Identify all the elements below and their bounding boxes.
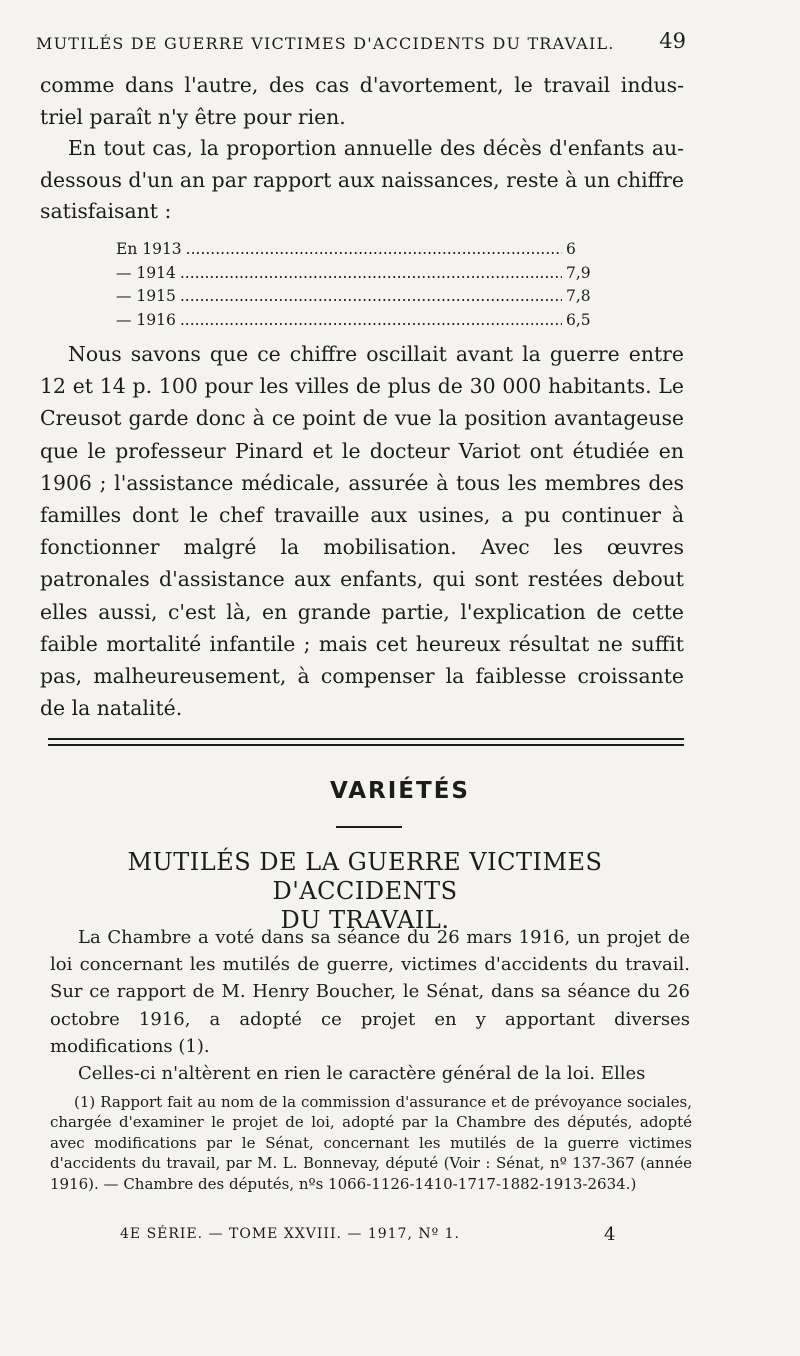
section-divider-top bbox=[48, 738, 684, 740]
stat-year: — 1915 bbox=[116, 287, 176, 305]
stat-year: En 1913 bbox=[116, 240, 182, 258]
short-divider bbox=[336, 826, 402, 828]
article-para-2: Celles-ci n'altèrent en rien le caractère général de la loi. Elles bbox=[78, 1063, 646, 1085]
stat-value: 7,9 bbox=[566, 263, 591, 282]
intro-para-2: En tout cas, la proportion annuelle des décès d'enfants au-dessous d'un an par rapport aux naissances, reste à un chiffre satisfaisant : bbox=[40, 136, 684, 224]
footnote bbox=[50, 1092, 692, 1194]
stat-row bbox=[116, 264, 596, 288]
creusot-text: Nous savons que ce chiffre oscillait avant la guerre entre 12 et 14 p. 100 pour les villes de plus de 30 000 habitants. Le Creusot garde donc à ce point de vue la position avantageuse que le professeur Pinard et le docteur Variot ont étudiée en 1906 ; l'assistance médicale, assurée à tous les membres des familles dont le chef travaille aux usines, a pu continuer à fonctionner malgré la mobilisation. Avec les œuvres patronales d'assistance aux enfants, qui sont restées debout elles aussi, c'est là, en grande partie, l'explication de cette faible mortalité infantile ; mais cet heureux résultat ne suffit pas, malheureusement, à compenser la faiblesse croissante de la natalité. bbox=[40, 342, 684, 721]
stat-year: — 1914 bbox=[116, 263, 176, 282]
page-number: 49 bbox=[659, 29, 686, 53]
article-title-line-1: MUTILÉS DE LA GUERRE VICTIMES D'ACCIDENTS bbox=[127, 848, 603, 905]
section-title: VARIÉTÉS bbox=[330, 778, 470, 804]
article-para-1: La Chambre a voté dans sa séance du 26 mars 1916, un projet de loi concernant les mutilés de guerre, victimes d'accidents du travail. Sur ce rapport de M. Henry Boucher, le Sénat, dans sa séance du 26 octobre 1916, a adopté ce projet en y apportant diverses modifications (1). bbox=[50, 927, 690, 1057]
section-divider-bottom bbox=[48, 744, 684, 746]
leader-dots bbox=[180, 311, 562, 329]
leader-dots bbox=[180, 287, 562, 305]
mortality-stats-list bbox=[116, 240, 596, 334]
article-title-line-2: DU TRAVAIL. bbox=[280, 906, 450, 934]
article-title bbox=[40, 848, 690, 935]
intro-line-2: triel paraît n'y être pour rien. bbox=[40, 104, 346, 129]
stat-value: 6,5 bbox=[566, 310, 591, 329]
intro-line-1: comme dans l'autre, des cas d'avortement, le travail indus- bbox=[40, 73, 684, 97]
leader-dots bbox=[180, 264, 562, 282]
folio-series: 4E SÉRIE. — TOME XXVIII. — 1917, Nº 1. bbox=[120, 1226, 461, 1242]
creusot-paragraph bbox=[40, 338, 684, 724]
stat-year: — 1916 bbox=[116, 310, 176, 329]
footnote-text: (1) Rapport fait au nom de la commission d'assurance et de prévoyance sociales, chargée d'examiner le projet de loi, adopté par la Chambre des députés, adopté avec modifications par le Sénat, concernant les mutilés de la guerre victimes d'accidents du travail, par M. L. Bonnevay, député (Voir : Sénat, nº 137-367 (année 1916). — Chambre des députés, nºs 1066-1126-1410-1717-1882-1913-2634.) bbox=[50, 1093, 692, 1193]
stat-row bbox=[116, 240, 596, 264]
signature-mark: 4 bbox=[604, 1224, 616, 1245]
leader-dots bbox=[186, 240, 562, 258]
running-head-title: MUTILÉS DE GUERRE VICTIMES D'ACCIDENTS DU TRAVAIL. bbox=[36, 34, 615, 53]
stat-row bbox=[116, 287, 596, 311]
stat-row bbox=[116, 311, 596, 335]
intro-paragraph bbox=[40, 70, 684, 228]
stat-value: 7,8 bbox=[566, 287, 591, 305]
running-head bbox=[36, 29, 686, 53]
article-body bbox=[50, 924, 690, 1087]
stat-value: 6 bbox=[566, 240, 576, 258]
